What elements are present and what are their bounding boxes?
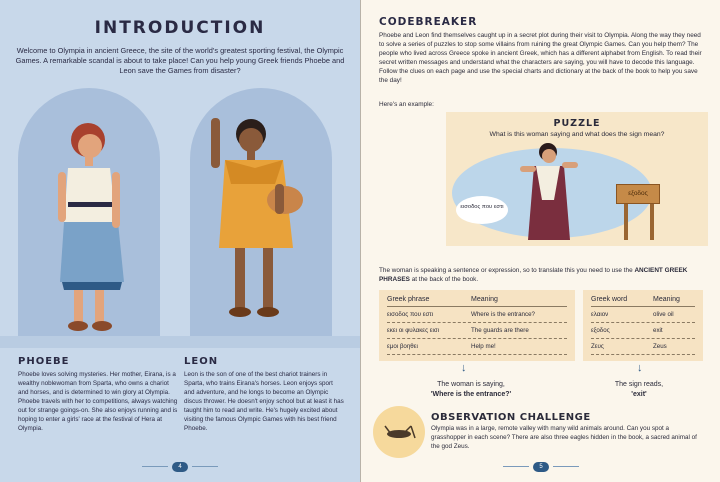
phrases-header-meaning: Meaning [471,296,498,303]
word-meaning: olive oil [653,311,674,318]
answer-1 [401,380,541,400]
phrases-table [379,290,575,361]
phrase-greek: εμοι βοηθει [387,343,418,350]
words-header-meaning: Meaning [653,296,680,303]
phrases-header-greek: Greek phrase [387,296,430,303]
table-row [591,323,695,339]
woman-illustration [514,140,584,244]
right-page [360,0,720,482]
observation-badge [373,406,425,458]
phoebe-illustration [40,112,150,342]
phrases-header [387,296,567,307]
arrow-down-icon: ↓ [637,362,643,374]
phrase-meaning: The guards are there [471,327,529,334]
intro-text: Welcome to Olympia in ancient Greece, the site of the world's greatest sporting festival, the Olympic Games. A remarkable scandal is about to take place! Can you help young Greek friends Phoebe and Leon save the Games from disaster? [15,46,345,75]
answer-2 [589,380,689,400]
observation-text: Olympia was in a large, remote valley with many wild animals around. Can you spot a grasshopper in each scene? There are also three eagles hidden in the book, a sacred animal of the god Zeus. [431,425,697,450]
phrase-meaning: Where is the entrance? [471,311,535,318]
leon-heading: LEON [184,356,219,367]
intro-header [0,18,360,76]
phrase-meaning: Help me! [471,343,496,350]
answer-1-value: 'Where is the entrance?' [430,391,512,398]
table-row [591,307,695,323]
table-row [591,339,695,355]
observation-section [431,412,701,451]
table-row [387,323,567,339]
grasshopper-icon [373,406,425,458]
sign-post-right [650,204,654,240]
explain-part-1: The woman is speaking a sentence or expression, so to translate this you need to use the [379,267,633,274]
explain-text [379,266,703,284]
arrow-down-icon: ↓ [461,362,467,374]
puzzle-question: What is this woman saying and what does the sign mean? [489,131,665,138]
observation-title: OBSERVATION CHALLENGE [431,412,591,423]
speech-bubble: εισοδος που εστι [456,196,508,224]
phrase-greek: εισοδος που εστι [387,311,434,318]
table-row [387,307,567,323]
phrase-greek: εκει οι φυλακες εισι [387,327,440,334]
leon-illustration [205,108,325,342]
word-meaning: Zeus [653,343,667,350]
page-number-right: 5 [533,462,549,472]
page-number-left: 4 [172,462,188,472]
leon-bio [184,356,344,433]
phoebe-heading: PHOEBE [18,356,70,367]
answer-2-label: The sign reads, [614,381,664,388]
explain-part-2: at the back of the book. [411,276,479,283]
codebreaker-title: CODEBREAKER [379,16,478,28]
words-header-greek: Greek word [591,296,628,303]
greek-sign: εξοδος [616,184,660,204]
phoebe-bio [18,356,178,433]
words-table [583,290,703,361]
example-label: Here's an example: [379,101,434,108]
leon-text: Leon is the son of one of the best chariot trainers in Sparta, who trains Eirana's horses. Leon enjoys sport and adventure, and he longs to become an Olympic discus thrower. He doesn't enjoy school but at least it has taught him to read and write. He's hugely excited about visiting the famous Olympic Games with his best friend Phoebe. [184,371,344,432]
word-meaning: exit [653,327,663,334]
puzzle-title: PUZZLE [553,118,601,129]
word-greek: εξοδος [591,327,610,334]
words-header [591,296,695,307]
answer-1-label: The woman is saying, [437,381,505,388]
puzzle-panel [446,112,708,246]
codebreaker-section [379,16,703,85]
phoebe-text: Phoebe loves solving mysteries. Her mother, Eirana, is a wealthy noblewoman from Sparta, who owns a chariot and horses, and is determined to win glory at Olympia. Phoebe travels with her to competitions, always watching out for strange goings-on. She also enjoys running and is hoping to enter a girls' race at the festival of Hera at Olympia. [18,371,178,432]
page-title: INTRODUCTION [94,18,266,38]
answer-2-value: 'exit' [631,391,647,398]
table-row [387,339,567,355]
codebreaker-intro: Phoebe and Leon find themselves caught up in a secret plot during their visit to Olympia. Along the way they need to solve a series of puzzles to stop some villains from ruining the great Olympic Games. Can you help them? The people who lived across Greece spoke in ancient Greek, which has a different alphabet from English. To read their secret written messages and understand what the characters are saying, you will have to decode this language. Follow the clues on each page and use the special charts and dictionary at the back of the book to help you save the day! [379,32,702,84]
word-greek: Ζευς [591,343,604,350]
sign-post-left [624,204,628,240]
word-greek: ελαιον [591,311,609,318]
explain-strong: ANCIENT GREEK PHRASES [379,267,688,283]
